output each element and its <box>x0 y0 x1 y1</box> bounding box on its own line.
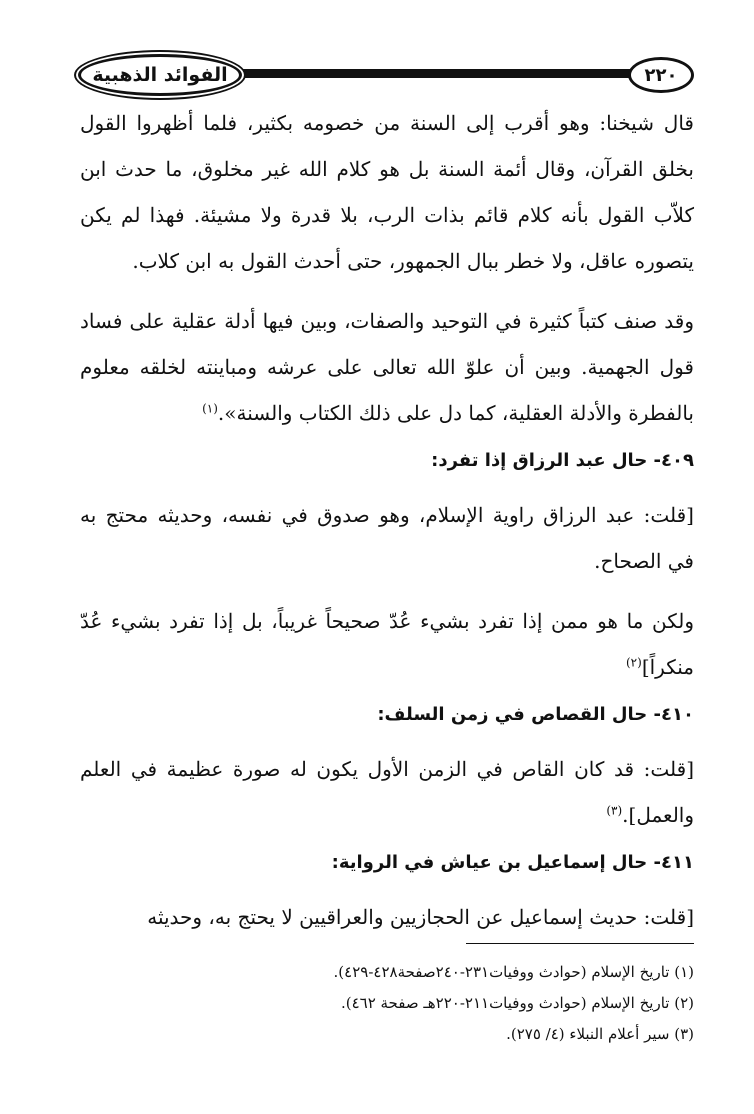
footnote-ref: (٣) <box>606 803 623 818</box>
footnote-separator <box>466 943 694 944</box>
page-body <box>80 100 694 940</box>
section-heading: ٤١١- حال إسماعيل بن عياش في الرواية: <box>331 852 694 873</box>
footnote: (١) تاريخ الإسلام (حوادث ووفيات٢٣١-٢٤٠صفحة٤٢٨-٤٢٩). <box>333 963 694 981</box>
paragraph: [قلت: عبد الرزاق راوية الإسلام، وهو صدوق في نفسه، وحديثه محتج به في الصحاح. <box>80 503 694 573</box>
footnote-ref: (٢) <box>625 655 642 670</box>
running-title: الفوائد الذهبية <box>78 54 242 96</box>
paragraph: [قلت: قد كان القاص في الزمن الأول يكون له صورة عظيمة في العلم والعمل].$^{(٣)}$ <box>80 757 694 827</box>
footnotes <box>150 957 694 1050</box>
footnote: (٣) سير أعلام النبلاء (٤/ ٢٧٥). <box>506 1025 694 1043</box>
page-number: ٢٢٠ <box>628 57 694 93</box>
section-heading: ٤١٠- حال القصاص في زمن السلف: <box>377 704 694 725</box>
paragraph: ولكن ما هو ممن إذا تفرد بشيء عُدّ صحيحاً غريباً، بل إذا تفرد بشيء عُدّ منكراً]$^{(٢)}$ <box>80 609 694 679</box>
page-header <box>58 52 698 98</box>
section-heading: ٤٠٩- حال عبد الرزاق إذا تفرد: <box>431 450 694 471</box>
paragraph: [قلت: حديث إسماعيل عن الحجازيين والعراقيين لا يحتج به، وحديثه <box>147 905 694 929</box>
paragraph: وقد صنف كتباً كثيرة في التوحيد والصفات، وبين فيها أدلة عقلية على فساد قول الجهمية. وبين أن علوّ الله تعالى على عرشه ومباينته لخلقه معلوم بالفطرة والأدلة العقلية، كما دل على ذلك الكتاب والسنة».$^{(١)}$ <box>80 309 694 425</box>
footnote: (٢) تاريخ الإسلام (حوادث ووفيات٢١١-٢٢٠هـ صفحة ٤٦٢). <box>340 994 694 1012</box>
paragraph: قال شيخنا: وهو أقرب إلى السنة من خصومه بكثير، فلما أظهروا القول بخلق القرآن، وقال أئمة السنة بل هو كلام الله غير مخلوق، ما حدث ابن كلاّب القول بأنه كلام قائم بذات الرب، بلا قدرة ولا مشيئة. فهذا لم يكن يتصوره عاقل، ولا خطر ببال الجمهور، حتى أحدث القول به ابن كلاب. <box>80 111 694 273</box>
footnote-ref: (١) <box>202 401 218 416</box>
